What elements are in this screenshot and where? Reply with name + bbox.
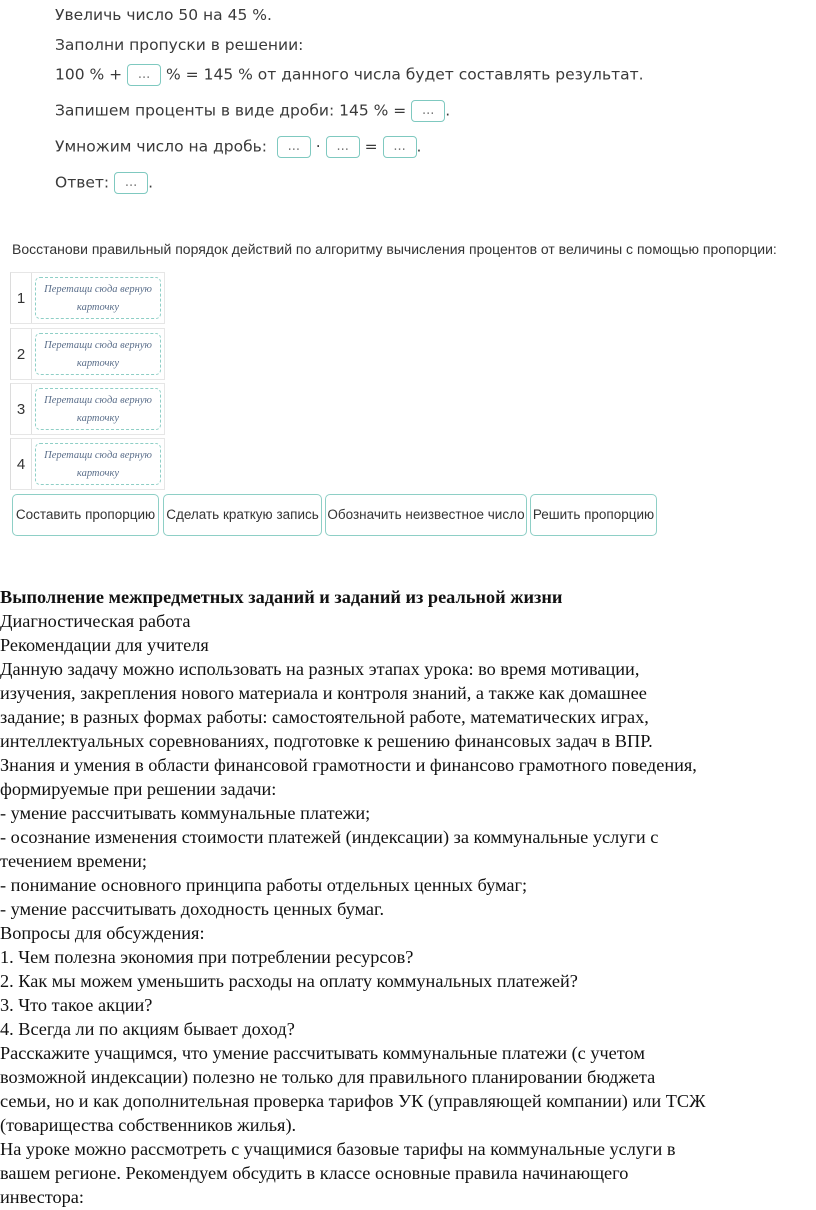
solution-line-2	[55, 100, 450, 122]
order-row	[10, 383, 165, 435]
card-solve-proportion[interactable]: Решить пропорцию	[530, 494, 657, 536]
drop-zone-text: карточку	[76, 358, 120, 369]
order-row	[10, 328, 165, 380]
doc-line: Расскажите учащимся, что умение рассчитывать коммунальные платежи (с учетом	[0, 1043, 645, 1063]
doc-heading: Выполнение межпредметных заданий и заданий из реальной жизни	[0, 587, 563, 607]
doc-line: формируемые при решении задачи:	[0, 779, 277, 799]
doc-line: 4. Всегда ли по акциям бывает доход?	[0, 1019, 295, 1039]
order-instruction: Восстанови правильный порядок действий по алгоритму вычисления процентов от величины с помощью пропорции:	[12, 241, 777, 257]
solution-line-3	[55, 136, 421, 158]
line3-period: .	[416, 137, 422, 156]
task-title: Увеличь число 50 на 45 %.	[55, 6, 272, 24]
line1-suffix: % = 145 % от данного числа будет составлять результат.	[166, 65, 644, 84]
line3-prefix: Умножим число на дробь:	[55, 137, 267, 156]
line2-period: .	[445, 101, 451, 120]
drop-zone[interactable]	[35, 333, 161, 375]
doc-line: Данную задачу можно использовать на разных этапах урока: во время мотивации,	[0, 659, 640, 679]
order-row	[10, 438, 165, 490]
doc-line: задание; в разных формах работы: самостоятельной работе, математических играх,	[0, 707, 649, 727]
answer-line	[55, 172, 153, 194]
drop-zone[interactable]	[35, 443, 161, 485]
drop-zone-text: Перетащи сюда верную	[44, 395, 152, 406]
doc-line: вашем регионе. Рекомендуем обсудить в классе основные правила начинающего	[0, 1163, 629, 1183]
drop-zone-text: карточку	[76, 302, 120, 313]
percent-input-box[interactable]: ...	[127, 64, 161, 86]
card-short-note[interactable]: Сделать краткую запись	[163, 494, 322, 536]
doc-line: Рекомендации для учителя	[0, 635, 209, 655]
fill-prompt: Заполни пропуски в решении:	[55, 36, 304, 54]
fraction-multiplier-box[interactable]: ...	[326, 136, 360, 158]
drop-zone-text: карточку	[76, 413, 120, 424]
answer-input-box[interactable]: ...	[114, 172, 148, 194]
product-input-box[interactable]: ...	[383, 136, 417, 158]
line1-prefix: 100 % +	[55, 65, 123, 84]
doc-line: Вопросы для обсуждения:	[0, 923, 205, 943]
doc-line: - осознание изменения стоимости платежей (индексации) за коммунальные услуги с	[0, 827, 659, 847]
doc-line: Знания и умения в области финансовой грамотности и финансово грамотного поведения,	[0, 755, 697, 775]
drop-zone[interactable]	[35, 388, 161, 430]
drop-zone-text: Перетащи сюда верную	[44, 450, 152, 461]
solution-line-1	[55, 64, 644, 86]
doc-line: - умение рассчитывать доходность ценных бумаг.	[0, 899, 385, 919]
doc-line: течением времени;	[0, 851, 147, 871]
doc-line: 1. Чем полезна экономия при потреблении ресурсов?	[0, 947, 414, 967]
doc-line: инвестора:	[0, 1187, 84, 1207]
doc-line: интеллектуальных соревнованиях, подготовке к решению финансовых задач в ВПР.	[0, 731, 653, 751]
drop-zone[interactable]	[35, 277, 161, 319]
row-number: 2	[11, 329, 32, 379]
answer-period: .	[148, 173, 154, 192]
number-input-box[interactable]: ...	[277, 136, 311, 158]
doc-line: 3. Что такое акции?	[0, 995, 153, 1015]
drop-zone-text: Перетащи сюда верную	[44, 284, 152, 295]
line2-prefix: Запишем проценты в виде дроби: 145 % =	[55, 101, 407, 120]
card-unknown-number[interactable]: Обозначить неизвестное число	[325, 494, 527, 536]
answer-label: Ответ:	[55, 173, 110, 192]
doc-line: (товарищества собственников жилья).	[0, 1115, 297, 1135]
row-number: 1	[11, 273, 32, 323]
multiply-dot: ·	[315, 137, 321, 156]
doc-line: - умение рассчитывать коммунальные платежи;	[0, 803, 371, 823]
doc-line: семьи, но и как дополнительная проверка тарифов УК (управляющей компании) или ТСЖ	[0, 1091, 706, 1111]
doc-line: - понимание основного принципа работы отдельных ценных бумаг;	[0, 875, 528, 895]
doc-line: На уроке можно рассмотреть с учащимися базовые тарифы на коммунальные услуги в	[0, 1139, 676, 1159]
order-row	[10, 272, 165, 324]
row-number: 4	[11, 439, 32, 489]
fraction-input-box[interactable]: ...	[411, 100, 445, 122]
drop-zone-text: карточку	[76, 468, 120, 479]
doc-line: 2. Как мы можем уменьшить расходы на оплату коммунальных платежей?	[0, 971, 578, 991]
doc-line: возможной индексации) полезно не только для правильного планировании бюджета	[0, 1067, 656, 1087]
card-make-proportion[interactable]: Составить пропорцию	[12, 494, 159, 536]
row-number: 3	[11, 384, 32, 434]
equals-sign: =	[364, 137, 378, 156]
doc-line: Диагностическая работа	[0, 611, 191, 631]
drop-zone-text: Перетащи сюда верную	[44, 340, 152, 351]
doc-line: изучения, закрепления нового материала и контроля знаний, а также как домашнее	[0, 683, 647, 703]
